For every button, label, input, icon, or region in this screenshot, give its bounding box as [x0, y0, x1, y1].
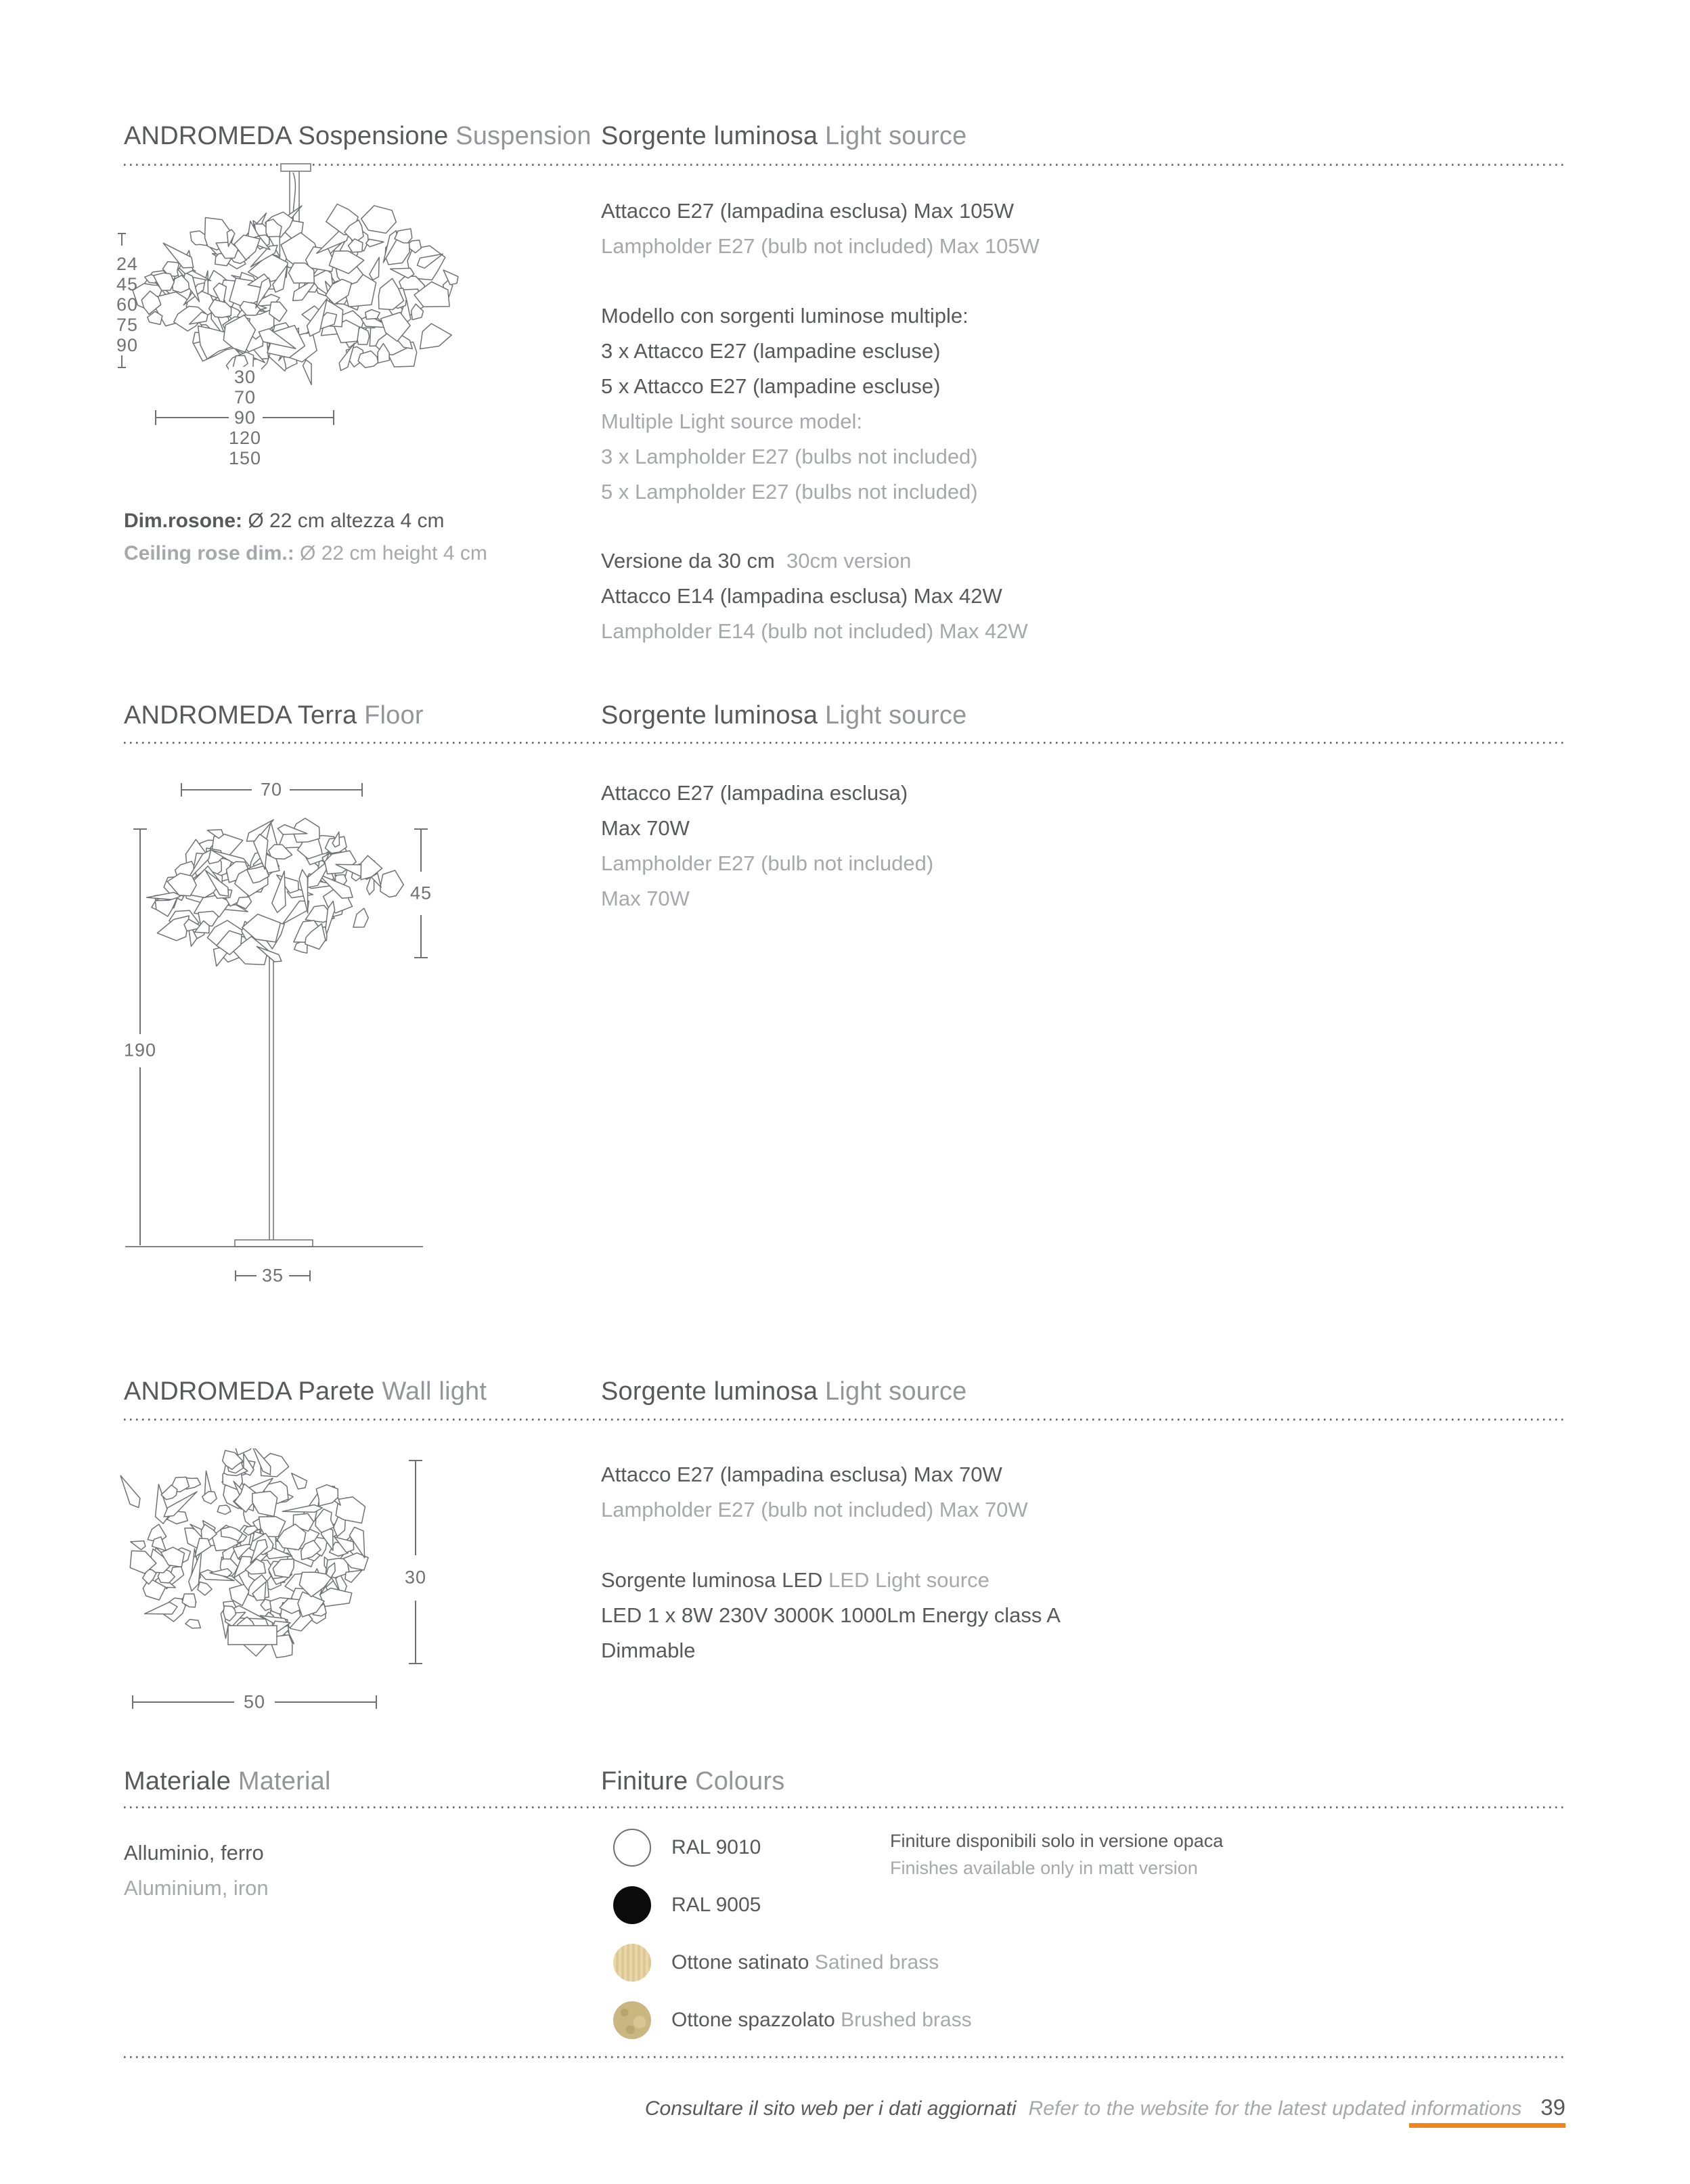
color-swatch	[613, 1944, 651, 1982]
suspension-section-title	[124, 120, 592, 152]
suspension-spec-block-1	[601, 194, 1040, 264]
ceiling-plate	[281, 164, 311, 171]
header-italian: Sorgente luminosa	[601, 122, 818, 150]
spec-text: 3 x Attacco E27 (lampadine escluse)	[601, 339, 941, 363]
header-italian: Finiture	[601, 1767, 688, 1796]
dimension-value: 75	[116, 315, 139, 335]
spec-text: Lampholder E14 (bulb not included) Max 42W	[601, 619, 1028, 643]
spec-text: 30cm version	[774, 549, 912, 573]
dimension-value: 150	[228, 448, 262, 468]
title-english: Suspension	[448, 122, 592, 150]
swatch-name-english: Satined brass	[809, 1951, 939, 1974]
header-english: Light source	[818, 122, 967, 150]
swatch-name-italian: Ottone spazzolato	[671, 2009, 835, 2031]
spec-text: 3 x Lampholder E27 (bulbs not included)	[601, 445, 978, 468]
color-swatch	[613, 1829, 651, 1867]
dimension-value: 120	[228, 428, 262, 448]
page-number: 39	[1540, 2095, 1565, 2120]
title-italian: ANDROMEDA Sospensione	[124, 122, 449, 150]
color-swatch	[613, 1886, 651, 1924]
note-italian: Finiture disponibili solo in versione opaca	[890, 1831, 1224, 1851]
wall-spec-block-1	[601, 1457, 1028, 1528]
divider-dotted	[124, 2056, 1565, 2058]
suspension-lightsource-header	[601, 120, 966, 152]
suspension-spec-block-2	[601, 298, 978, 510]
material-italian: Alluminio, ferro	[124, 1841, 264, 1865]
divider-dotted	[124, 1419, 1565, 1421]
spec-text: Attacco E14 (lampadina esclusa) Max 42W	[601, 584, 1002, 608]
page-accent-bar	[1409, 2123, 1565, 2128]
dimension-value: 90	[229, 407, 261, 428]
ceiling-rose-dim-italian	[124, 505, 444, 537]
spec-text: Sorgente luminosa LED	[601, 1568, 823, 1592]
swatch-label	[671, 1836, 761, 1859]
swatch-name-english: Brushed brass	[835, 2009, 972, 2031]
title-english: Wall light	[374, 1377, 487, 1406]
floor-width-dimension: 70	[255, 780, 288, 801]
rose-value: Ø 22 cm height 4 cm	[294, 542, 487, 564]
floor-lamp-drawing	[122, 772, 440, 1293]
spec-text: Lampholder E27 (bulb not included) Max 105W	[601, 234, 1040, 258]
divider-dotted	[124, 1806, 1565, 1808]
spec-text: 5 x Attacco E27 (lampadine escluse)	[601, 374, 941, 398]
spec-text: Attacco E27 (lampadina esclusa) Max 105W	[601, 199, 1014, 223]
spec-text: Max 70W	[601, 887, 690, 910]
suspension-width-dimensions	[229, 367, 261, 468]
floor-stem	[269, 954, 273, 1241]
dimension-value: 70	[229, 387, 261, 407]
wall-section-title	[124, 1376, 487, 1407]
finish-note	[890, 1827, 1223, 1881]
floor-cluster-height-dimension: 45	[405, 883, 437, 904]
floor-base-dimension: 35	[257, 1266, 289, 1287]
dimension-value: 60	[116, 294, 139, 315]
suspension-lamp-drawing	[102, 156, 521, 440]
spec-text: Max 70W	[601, 816, 690, 840]
rose-label: Dim.rosone:	[124, 510, 243, 532]
floor-section-title	[124, 700, 424, 731]
finish-swatch-row	[613, 1944, 972, 1982]
footer-italian: Consultare il sito web per i dati aggiornati	[644, 2097, 1017, 2120]
floor-spec-block	[601, 776, 933, 916]
title-italian: ANDROMEDA Terra	[124, 701, 357, 730]
floor-height-dimension: 190	[118, 1040, 162, 1061]
wall-spec-block-2	[601, 1563, 1061, 1668]
rose-value: Ø 22 cm altezza 4 cm	[242, 510, 445, 532]
header-english: Colours	[688, 1767, 785, 1796]
dimension-value: 90	[116, 335, 139, 355]
spec-text: Attacco E27 (lampadina esclusa) Max 70W	[601, 1463, 1002, 1486]
page-footer	[645, 2095, 1565, 2120]
swatch-name-italian: Ottone satinato	[671, 1951, 809, 1974]
dimension-value: 24	[116, 254, 139, 274]
wall-width-dimension: 50	[238, 1692, 271, 1713]
spec-text: Attacco E27 (lampadina esclusa)	[601, 781, 908, 805]
swatch-label	[671, 1894, 761, 1917]
finish-swatch-row	[613, 2001, 972, 2039]
footer-english: Refer to the website for the latest updated informations	[1028, 2097, 1522, 2120]
spec-text: LED Light source	[822, 1568, 989, 1592]
finish-swatch-row	[613, 1886, 972, 1924]
rose-label: Ceiling rose dim.:	[124, 542, 294, 564]
color-swatch	[613, 2001, 651, 2039]
dimension-value: 30	[229, 367, 261, 387]
header-italian: Materiale	[124, 1767, 231, 1796]
swatch-label	[671, 1951, 939, 1974]
dimension-value: 45	[116, 274, 139, 294]
header-italian: Sorgente luminosa	[601, 1377, 818, 1406]
swatch-name-italian: RAL 9010	[671, 1836, 761, 1858]
material-header	[124, 1766, 331, 1797]
spec-text: Versione da 30 cm	[601, 549, 775, 573]
title-italian: ANDROMEDA Parete	[124, 1377, 375, 1406]
spec-text: Modello con sorgenti luminose multiple:	[601, 304, 969, 328]
floor-lightsource-header	[601, 700, 966, 731]
finishes-header	[601, 1766, 784, 1797]
header-english: Light source	[818, 701, 967, 730]
wall-mount	[228, 1626, 277, 1645]
material-english: Aluminium, iron	[124, 1876, 269, 1900]
spec-text: 5 x Lampholder E27 (bulbs not included)	[601, 480, 978, 504]
wall-lightsource-header	[601, 1376, 966, 1407]
spec-text: Lampholder E27 (bulb not included)	[601, 851, 934, 875]
title-english: Floor	[357, 701, 424, 730]
swatch-name-italian: RAL 9005	[671, 1894, 761, 1916]
material-values	[124, 1835, 269, 1906]
wall-height-dimension: 30	[399, 1567, 432, 1588]
suspension-height-dimensions	[116, 254, 138, 355]
header-english: Material	[231, 1767, 331, 1796]
spec-text: Multiple Light source model:	[601, 409, 862, 433]
header-italian: Sorgente luminosa	[601, 701, 818, 730]
note-english: Finishes available only in matt version	[890, 1858, 1198, 1878]
header-english: Light source	[818, 1377, 967, 1406]
suspension-spec-block-3	[601, 543, 1028, 649]
swatch-label	[671, 2009, 972, 2032]
floor-base	[235, 1240, 313, 1247]
spec-text: Lampholder E27 (bulb not included) Max 70W	[601, 1498, 1028, 1521]
ceiling-rose-dim-english	[124, 537, 487, 570]
spec-text: Dimmable	[601, 1639, 696, 1662]
spec-text: LED 1 x 8W 230V 3000K 1000Lm Energy class A	[601, 1603, 1061, 1627]
divider-dotted	[124, 742, 1565, 744]
